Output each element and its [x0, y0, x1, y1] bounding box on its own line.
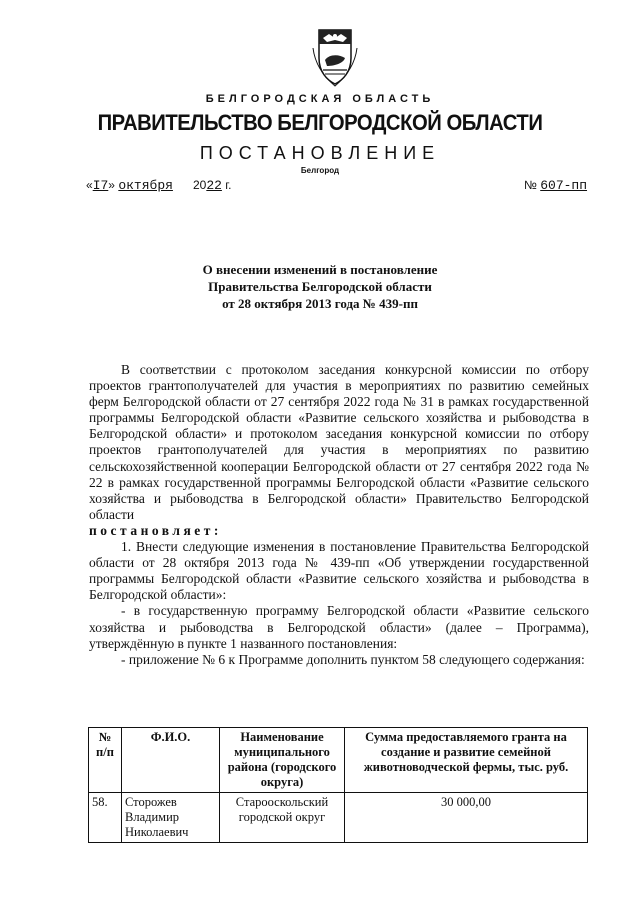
document-date: [86, 178, 232, 193]
date-year-suffix: 22: [206, 178, 222, 193]
date-close-quote: »: [108, 178, 115, 192]
cell-full-name: Сторожев Владимир Николаевич: [122, 793, 220, 843]
document-number: [524, 178, 587, 193]
header-number: № п/п: [89, 728, 122, 793]
table-header-row: [89, 728, 588, 793]
title-line-1: О внесении изменений в постановление: [202, 262, 438, 277]
paragraph-item-1: 1. Внести следующие изменения в постановление Правительства Белгородской области от 28 октября 2013 года № 439-пп «Об утверждении государственной программы Белгородской области «Развитие сельского хозяйства и рыбоводства в Белгородской области»:: [89, 539, 589, 603]
date-year-prefix: 20: [192, 178, 207, 192]
date-open-quote: «: [86, 178, 93, 192]
resolves-phrase: [89, 523, 589, 539]
cell-number: 58.: [89, 793, 122, 843]
city-name: Белгород: [300, 166, 340, 175]
title-line-3: от 28 октября 2013 года № 439-пп: [222, 296, 418, 311]
government-name: ПРАВИТЕЛЬСТВО БЕЛГОРОДСКОЙ ОБЛАСТИ: [97, 110, 543, 135]
cell-municipality: Старооскольский городской округ: [220, 793, 345, 843]
coat-of-arms-emblem: [303, 24, 367, 88]
document-body: [89, 362, 589, 668]
date-day: I7: [92, 178, 109, 193]
number-label: №: [524, 178, 537, 192]
cell-grant-amount: 30 000,00: [345, 793, 588, 843]
resolves-text: постановляет:: [89, 522, 222, 538]
region-name: БЕЛГОРОДСКАЯ ОБЛАСТЬ: [205, 93, 435, 105]
number-value: 607-пп: [540, 178, 588, 193]
header-grant-amount: Сумма предоставляемого гранта на создание и развитие семейной животноводческой фермы, тыс. руб.: [345, 728, 588, 793]
document-type: ПОСТАНОВЛЕНИЕ: [199, 143, 441, 163]
date-year-abbrev: г.: [225, 178, 232, 192]
document-title: [0, 261, 640, 312]
grant-table: [88, 727, 588, 843]
title-line-2: Правительства Белгородской области: [208, 279, 432, 294]
header-full-name: Ф.И.О.: [122, 728, 220, 793]
date-month: октября: [118, 178, 173, 193]
paragraph-program-change: - в государственную программу Белгородской области «Развитие сельского хозяйства и рыбоводства в Белгородской области» (далее – Программа), утверждённую в пункте 1 названного постановления:: [89, 603, 589, 651]
header-municipality: Наименование муниципального района (городского округа): [220, 728, 345, 793]
paragraph-preamble: В соответствии с протоколом заседания конкурсной комиссии по отбору проектов грантополучателей для участия в мероприятиях по развитию семейных ферм Белгородской области от 27 сентября 2022 года № 31 в рамках государственной программы Белгородской области «Развитие сельского хозяйства и рыбоводства в Белгородской области» и протоколом заседания конкурсной комиссии по отбору проектов грантополучателей для участия в мероприятиях по развитию сельскохозяйственной кооперации Белгородской области от 27 сентября 2022 года № 22 в рамках государственной программы Белгородской области «Развитие сельского хозяйства и рыбоводства в Белгородской области» Правительство Белгородской области: [89, 362, 589, 522]
paragraph-appendix-change: - приложение № 6 к Программе дополнить пунктом 58 следующего содержания:: [121, 651, 585, 667]
table-row: [89, 793, 588, 843]
